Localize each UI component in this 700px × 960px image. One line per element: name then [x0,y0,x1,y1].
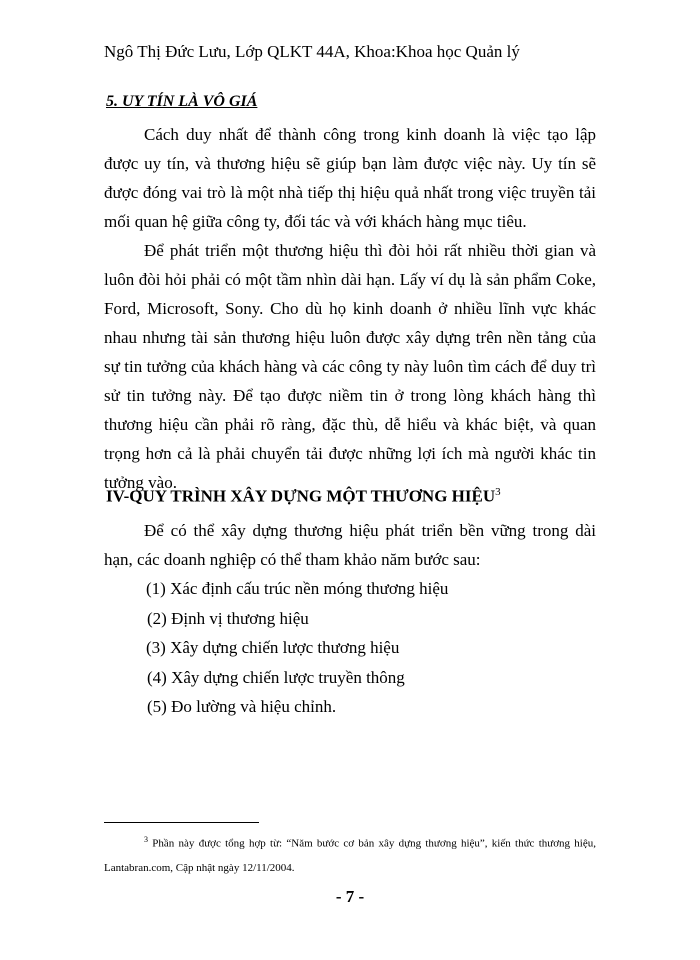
footnote-divider [104,822,259,823]
steps-list [146,574,448,722]
body-paragraph: Để phát triển một thương hiệu thì đòi hỏi rất nhiều thời gian và luôn đòi hỏi phải có một tầm nhìn dài hạn. Lấy ví dụ là sản phẩm Coke, Ford, Microsoft, Sony. Cho dù họ kinh doanh ở nhiều lĩnh vực khác nhau nhưng tài sản thương hiệu luôn được xây dựng trên nền tảng của sự tin tưởng của khách hàng và các công ty này luôn tìm cách để duy trì sử tin tưởng này. Để tạo được niềm tin ở trong lòng khách hàng thì thương hiệu cần phải rõ ràng, đặc thù, dễ hiểu và khác biệt, và quan trọng hơn cả là phải chuyển tải được những lợi ích mà người khác tin tưởng vào. [104,241,596,492]
page-header: Ngô Thị Đức Lưu, Lớp QLKT 44A, Khoa:Khoa học Quản lý [104,42,520,61]
page-number: - 7 - [335,887,365,906]
footnote-marker: 3 [144,835,148,844]
chapter-heading [106,486,501,507]
section-heading: 5. UY TÍN LÀ VÔ GIÁ [106,93,258,110]
chapter-heading-text: IV-QUY TRÌNH XÂY DỰNG MỘT THƯƠNG HIỆU [106,486,496,506]
list-item: (5) Đo lường và hiệu chỉnh. [147,697,337,716]
body-paragraph: Cách duy nhất để thành công trong kinh doanh là việc tạo lập được uy tín, và thương hiệu sẽ giúp bạn làm được việc này. Uy tín sẽ được đóng vai trò là một nhà tiếp thị hiệu quả nhất trong việc truyền tải mối quan hệ giữa công ty, đối tác và với khách hàng mục tiêu. [104,125,596,231]
list-item: (2) Định vị thương hiệu [147,608,309,628]
list-item: (1) Xác định cấu trúc nền móng thương hiệu [146,579,449,598]
footnote-reference[interactable]: 3 [495,486,501,498]
footnote [104,828,596,880]
list-item: (3) Xây dựng chiến lược thương hiệu [146,638,400,657]
list-item: (4) Xây dựng chiến lược truyền thông [147,667,405,687]
intro-paragraph: Để có thể xây dựng thương hiệu phát triển bền vững trong dài hạn, các doanh nghiệp có thể tham khảo năm bước sau: [104,521,596,569]
footnote-text: Phần này được tổng hợp từ: “Năm bước cơ bản xây dựng thương hiệu”, kiến thức thương hiệu, Lantabran.com, Cập nhật ngày 12/11/2004. [104,837,596,874]
